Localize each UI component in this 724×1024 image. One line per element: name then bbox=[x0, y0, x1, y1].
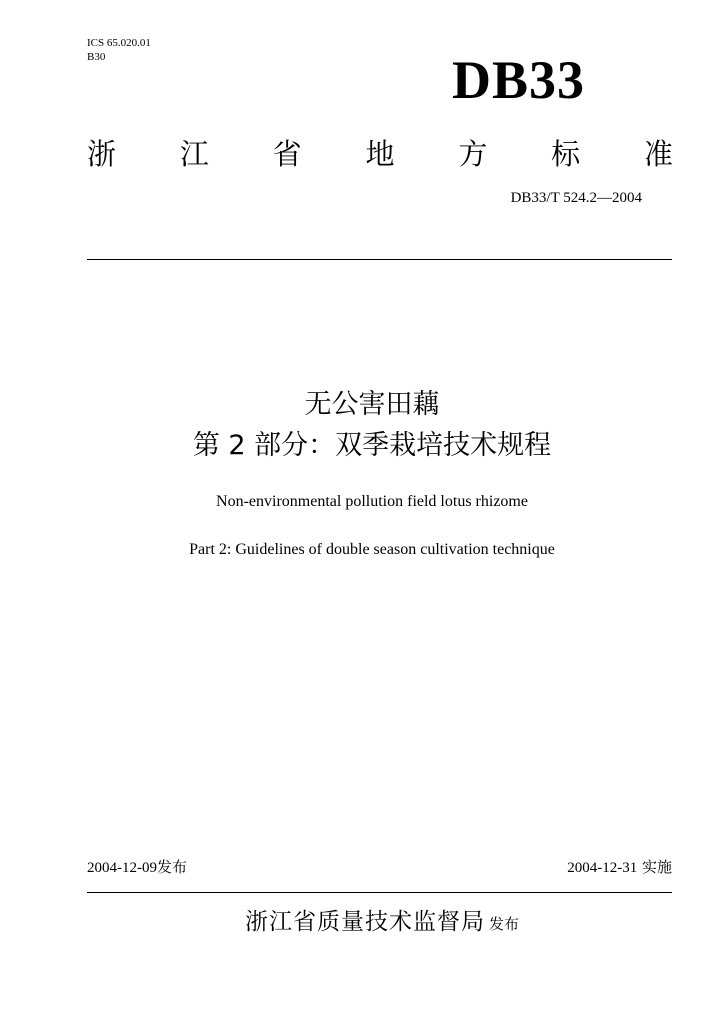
implementation-date bbox=[567, 857, 672, 878]
issue-date-value: 2004-12-09 bbox=[87, 860, 157, 876]
top-divider bbox=[87, 259, 672, 260]
standard-type-title bbox=[87, 134, 673, 174]
title-char: 地 bbox=[365, 137, 395, 171]
chinese-title-line1: 无公害田藕 bbox=[304, 389, 440, 420]
chinese-title-line2: 第 2 部分：双季栽培技术规程 bbox=[192, 430, 552, 461]
english-title-line2: Part 2: Guidelines of double season cultivation technique bbox=[189, 541, 555, 558]
standard-number: DB33/T 524.2—2004 bbox=[510, 190, 642, 206]
title-char: 浙 bbox=[87, 137, 117, 171]
impl-label: 实施 bbox=[641, 858, 672, 876]
title-char: 标 bbox=[551, 137, 581, 171]
title-char: 省 bbox=[272, 137, 302, 171]
ics-code: ICS 65.020.01 bbox=[87, 37, 151, 49]
title-char: 准 bbox=[643, 137, 673, 171]
bottom-divider bbox=[87, 892, 672, 893]
classification-code: B30 bbox=[87, 51, 106, 63]
english-title-line1: Non-environmental pollution field lotus rhizome bbox=[216, 493, 528, 510]
issuer-line bbox=[0, 906, 724, 940]
issue-label: 发布 bbox=[157, 858, 188, 876]
issue-date bbox=[87, 857, 187, 878]
db-logo: DB33 bbox=[452, 50, 586, 110]
impl-date-value: 2004-12-31 bbox=[567, 860, 638, 876]
title-char: 江 bbox=[179, 137, 209, 171]
title-char: 方 bbox=[458, 137, 488, 171]
issuer-name: 浙江省质量技术监督局 bbox=[244, 909, 485, 935]
issuer-suffix: 发布 bbox=[488, 915, 519, 933]
